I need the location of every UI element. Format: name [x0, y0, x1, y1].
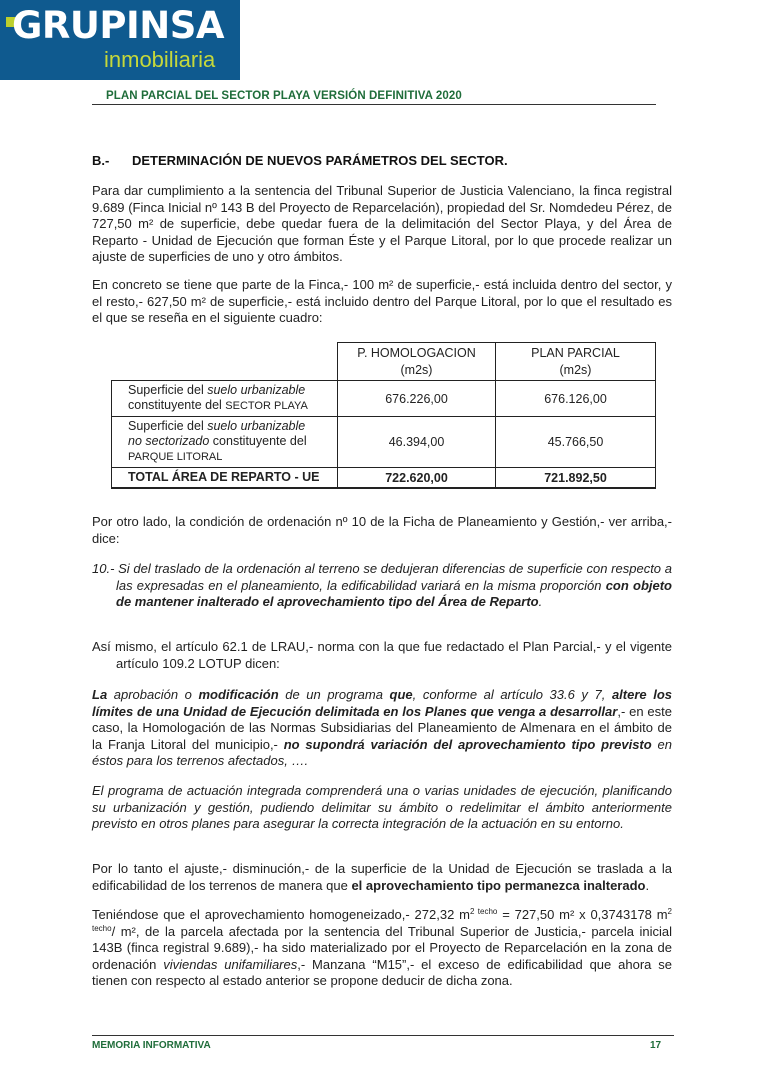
paragraph-1: Para dar cumplimiento a la sentencia del Tribunal Superior de Justicia Valenciano, la finca registral 9.689 (Finca Inicial nº 143 B del Proyecto de Reparcelación), propiedad del Sr. Nomdedeu Pérez, de 727,50 m² de superficie, debe quedar fuera de la delimitación del Sector Playa, y del Área de Reparto - Unidad de Ejecución que forman Éste y el Parque Litoral, por lo que procede realizar un ajuste de superficies de uno y otro ámbitos.: [92, 183, 672, 265]
document-header-title: PLAN PARCIAL DEL SECTOR PLAYA VERSIÓN DEFINITIVA 2020: [106, 90, 462, 102]
footer-divider: [92, 1035, 674, 1036]
section-heading: [92, 153, 508, 168]
logo-brand: GRUPINSA: [12, 4, 225, 47]
paragraph-2: En concreto se tiene que parte de la Finca,- 100 m² de superficie,- está incluida dentro del sector, y el resto,- 627,50 m² de superficie,- está incluido dentro del Parque Litoral, por lo que el resultado es el que se reseña en el siguiente cuadro:: [92, 277, 672, 326]
total-value: 721.892,50: [496, 468, 656, 489]
cell-value: 45.766,50: [496, 417, 656, 468]
row-label-sector-playa: Superficie del suelo urbanizable constituyente del SECTOR PLAYA: [112, 381, 338, 417]
paragraph-8: Por lo tanto el ajuste,- disminución,- de la superficie de la Unidad de Ejecución se traslada a la edificabilidad de los terrenos de manera que el aprovechamiento tipo permanezca inalterado.: [92, 861, 672, 893]
company-logo: [0, 0, 240, 80]
row-label-parque-litoral: Superficie del suelo urbanizable no sectorizado constituyente del PARQUE LITORAL: [112, 417, 338, 468]
column-header-homologacion: P. HOMOLOGACION (m2s): [338, 343, 496, 381]
page-number: 17: [650, 1040, 662, 1051]
cell-value: 676.226,00: [338, 381, 496, 417]
paragraph-9: Teniéndose que el aprovechamiento homogeneizado,- 272,32 $m^{2 techo} = 727,50$ m² x 0,3743178 $m^{2 techo}/$ m², de la parcela afectada por la sentencia del Tribunal Superior de Justicia,- parcela inicial 143B (finca registral 9.689),- ha sido materializado por el Proyecto de Reparcelación en la zona de ordenación viviendas unifamiliares,- Manzana “M15”,- el exceso de edificabilidad que ahora se tienen con respecto al estado anterior se propone deducir de dicha zona.: [92, 907, 672, 989]
table-total-row: [112, 468, 656, 489]
paragraph-5: Así mismo, el artículo 62.1 de LRAU,- norma con la que fue redactado el Plan Parcial,- y el vigente artículo 109.2 LOTUP dicen:: [92, 639, 672, 671]
quoted-condition: 10.- Si del traslado de la ordenación al terreno se dedujeran diferencias de superficie con respecto a las expresadas en el planeamiento, la edificabilidad variará en la misma proporción con objeto de mantener inalterado el aprovechamiento tipo del Área de Reparto.: [92, 561, 673, 610]
footer-section-name: MEMORIA INFORMATIVA: [92, 1040, 211, 1051]
cell-value: 46.394,00: [338, 417, 496, 468]
section-number: B.-: [92, 153, 110, 168]
quoted-article-62: La aprobación o modificación de un programa que, conforme al artículo 33.6 y 7, altere los límites de una Unidad de Ejecución delimitada en los Planes que venga a desarrollar,- en este caso, la Homologación de las Normas Subsidiarias del Planeamiento de Almenara en el ámbito de la Franja Litoral del municipio,- no supondrá variación del aprovechamiento tipo previsto en éstos para los terrenos afectados, ….: [92, 687, 672, 769]
table-row: [112, 417, 656, 468]
total-value: 722.620,00: [338, 468, 496, 489]
total-label: TOTAL ÁREA DE REPARTO - UE: [112, 468, 338, 489]
area-table: [111, 342, 656, 489]
cell-value: 676.126,00: [496, 381, 656, 417]
table-row: [112, 381, 656, 417]
quoted-article-109: El programa de actuación integrada comprenderá una o varias unidades de ejecución, planificando su urbanización y gestión, pudiendo delimitar su ámbito o redelimitar el ámbito anteriormente previsto en otros planes para asegurar la correcta integración de la actuación en su entorno.: [92, 783, 672, 832]
section-title: DETERMINACIÓN DE NUEVOS PARÁMETROS DEL SECTOR.: [132, 153, 508, 168]
paragraph-3: Por otro lado, la condición de ordenación nº 10 de la Ficha de Planeamiento y Gestión,- ver arriba,- dice:: [92, 514, 672, 546]
column-header-plan-parcial: PLAN PARCIAL (m2s): [496, 343, 656, 381]
table-header-row: [112, 343, 656, 381]
logo-subtitle: inmobiliaria: [104, 47, 216, 72]
header-divider: [92, 104, 656, 105]
